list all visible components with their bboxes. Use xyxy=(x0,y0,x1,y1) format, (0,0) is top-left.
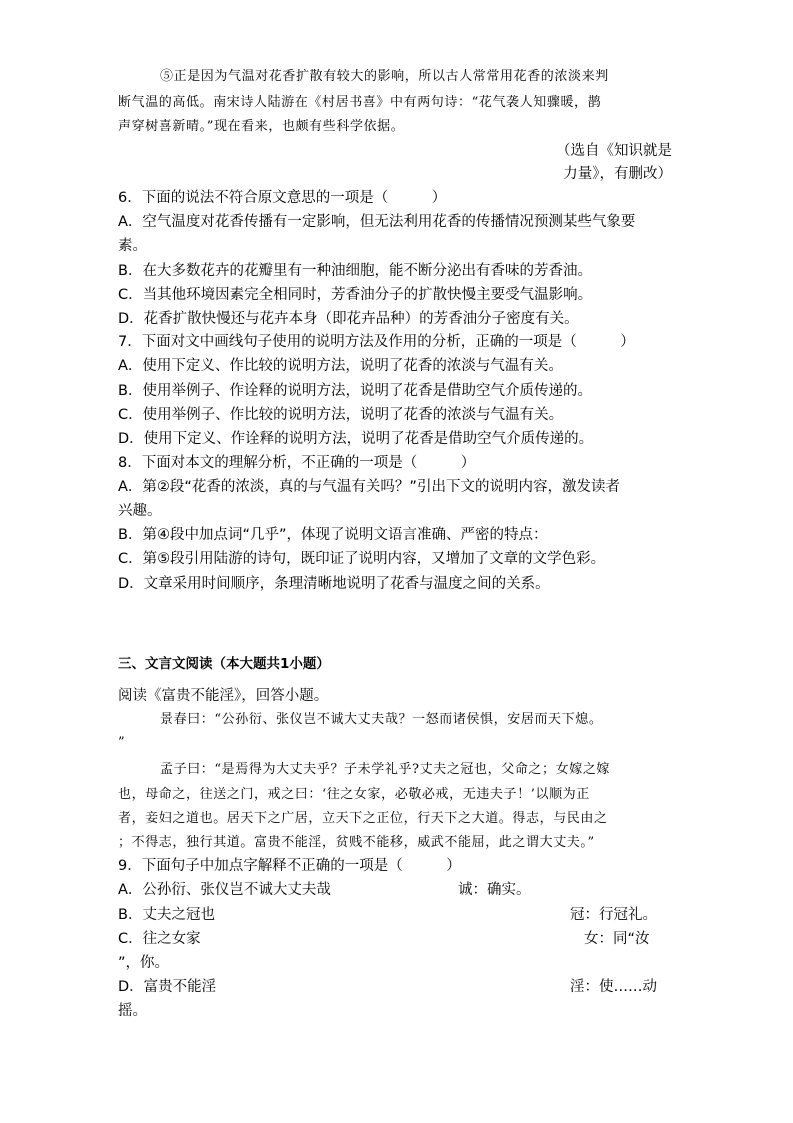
q9-option-d-gloss: 淫：使……动 xyxy=(570,979,657,995)
q6-stem: 6．下面的说法不符合原文意思的一项是（ ） xyxy=(118,190,447,206)
source-line-2: 力量》，有删改） xyxy=(563,166,672,182)
q6-option-d: D．花香扩散快慢还与花卉本身（即花卉品种）的芳香油分子密度有关。 xyxy=(118,311,579,327)
q7-stem: 7．下面对文中画线句子使用的说明方法及作用的分析，正确的一项是（ ） xyxy=(118,334,635,350)
q6-option-c: C．当其他环境因素完全相同时，芳香油分子的扩散快慢主要受气温影响。 xyxy=(118,287,593,303)
q9-option-b: B．丈夫之冠也 xyxy=(118,907,215,923)
q8-option-d: D．文章采用时间顺序，条理清晰地说明了花香与温度之间的关系。 xyxy=(118,576,550,592)
q7-option-b: B．使用举例子、作诠释的说明方法，说明了花香是借助空气介质传递的。 xyxy=(118,383,592,399)
source-line-1: （选自《知识就是 xyxy=(556,143,672,159)
q7-option-a: A．使用下定义、作比较的说明方法，说明了花香的浓淡与气温有关。 xyxy=(118,358,563,374)
q6-option-a-cont: 素。 xyxy=(118,238,147,254)
q6-option-b: B．在大多数花卉的花瓣里有一种油细胞，能不断分泌出有香味的芳香油。 xyxy=(118,263,592,279)
q9-option-c-cont: ”，你。 xyxy=(118,955,170,971)
q8-option-a: A．第②段“花香的浓淡，真的与气温有关吗？”引出下文的说明内容，激发读者 xyxy=(118,479,620,495)
q6-option-a: A．空气温度对花香传播有一定影响，但无法利用花香的传播情况预测某些气象要 xyxy=(118,214,636,230)
passage-line-2: 断气温的高低。南宋诗人陆游在《村居书喜》中有两句诗：“花气袭人知骤暖，鹊 xyxy=(118,95,602,110)
q9-option-a-gloss: 诚：确实。 xyxy=(458,882,531,898)
q8-option-a-cont: 兴趣。 xyxy=(118,503,162,519)
passage-line-1: ⑤正是因为气温对花香扩散有较大的影响，所以古人常常用花香的浓淡来判 xyxy=(160,69,609,84)
q9-stem: 9．下面句子中加点字解释不正确的一项是（ ） xyxy=(118,858,461,874)
section-heading: 三、文言文阅读（本大题共1小题） xyxy=(118,656,330,672)
classical-p2-line-2: 也，母命之，往送之门，戒之曰：‘往之女家，必敬必戒，无违夫子！’以顺为正 xyxy=(118,787,590,802)
q9-option-d-cont: 摇。 xyxy=(118,1003,147,1019)
q9-option-c: C．往之女家 xyxy=(118,931,201,947)
passage-line-3: 声穿树喜新晴。”现在看来，也颇有些科学依据。 xyxy=(118,119,405,134)
q8-stem: 8．下面对本文的理解分析，不正确的一项是（ ） xyxy=(118,455,476,471)
q9-option-d: D．富贵不能淫 xyxy=(118,979,217,995)
classical-p1-line-2: ” xyxy=(118,735,126,750)
q7-option-c: C．使用举例子、作比较的说明方法，说明了花香的浓淡与气温有关。 xyxy=(118,407,564,423)
classical-p2-line-1: 孟子曰：“是焉得为大丈夫乎？子未学礼乎?丈夫之冠也，父命之；女嫁之嫁 xyxy=(160,762,611,777)
q9-option-a: A．公孙衍、张仪岂不诚大丈夫哉 xyxy=(118,882,331,898)
classical-p2-line-3: 者，妾妇之道也。居天下之广居，立天下之正位，行天下之大道。得志，与民由之 xyxy=(118,811,608,826)
q8-option-c: C．第⑤段引用陆游的诗句，既印证了说明内容，又增加了文章的文学色彩。 xyxy=(118,551,606,567)
classical-p2-line-4: ；不得志，独行其道。富贵不能淫，贫贱不能移，威武不能屈，此之谓大丈夫。” xyxy=(118,835,595,850)
q7-option-d: D．使用下定义、作诠释的说明方法，说明了花香是借助空气介质传递的。 xyxy=(118,431,594,447)
section-intro: 阅读《富贵不能淫》，回答小题。 xyxy=(118,688,329,704)
q8-option-b: B．第④段中加点词“几乎”，体现了说明文语言准确、严密的特点： xyxy=(118,527,548,543)
q9-option-c-gloss: 女：同“汝 xyxy=(584,931,650,947)
classical-p1-line-1: 景春曰：“公孙衍、张仪岂不诚大丈夫哉？一怒而诸侯惧，安居而天下熄。 xyxy=(160,712,603,727)
q9-option-b-gloss: 冠：行冠礼。 xyxy=(570,907,657,923)
